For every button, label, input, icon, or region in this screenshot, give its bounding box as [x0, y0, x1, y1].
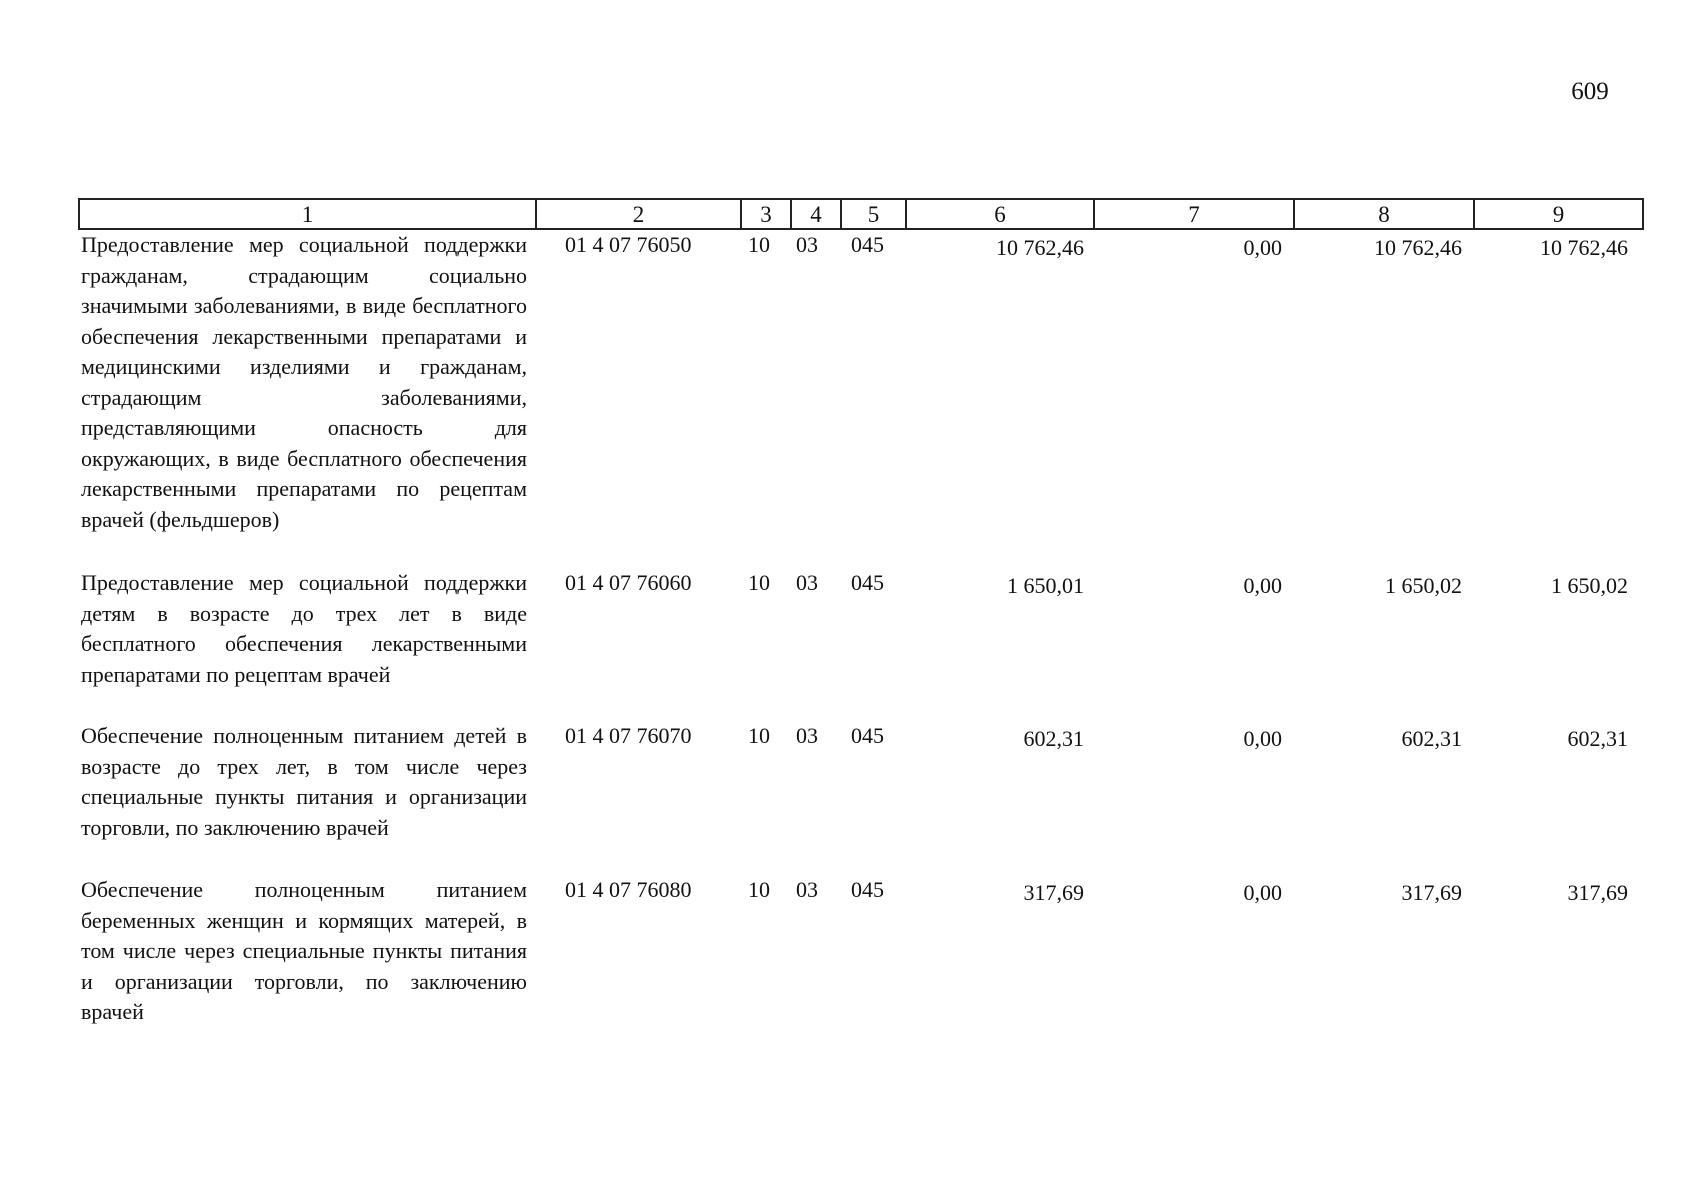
- header-col-2: 2: [535, 200, 740, 228]
- row-col9: 602,31: [1567, 726, 1628, 751]
- row-col8: 317,69: [1401, 880, 1462, 905]
- row-description: Обеспечение полноценным питанием детей в возрасте до трех лет, в том числе через специальные пункты питания и организации торговли, по заключению врачей: [81, 723, 527, 840]
- row-description: Предоставление мер социальной поддержки детям в возрасте до трех лет в виде бесплатного обеспечения лекарственными препаратами по рецептам врачей: [81, 570, 527, 687]
- row-code: 01 4 07 76060: [565, 570, 692, 595]
- row-col7: 0,00: [1243, 726, 1282, 751]
- row-col4: 03: [796, 723, 818, 748]
- row-col7: 0,00: [1243, 880, 1282, 905]
- row-col5: 045: [851, 232, 884, 257]
- header-col-8: 8: [1293, 200, 1473, 228]
- row-col4: 03: [796, 570, 818, 595]
- row-col7: 0,00: [1243, 573, 1282, 598]
- header-col-9: 9: [1473, 200, 1642, 228]
- page-number: 609: [1571, 78, 1609, 105]
- header-col-3: 3: [740, 200, 790, 228]
- row-col9: 317,69: [1567, 880, 1628, 905]
- row-col3: 10: [748, 570, 770, 595]
- row-code: 01 4 07 76050: [565, 232, 692, 257]
- row-col7: 0,00: [1243, 235, 1282, 260]
- row-col3: 10: [748, 877, 770, 902]
- row-col8: 10 762,46: [1374, 235, 1462, 260]
- row-code: 01 4 07 76070: [565, 723, 692, 748]
- row-col3: 10: [748, 723, 770, 748]
- row-description: Предоставление мер социальной поддержки гражданам, страдающим социально значимыми заболеваниями, в виде бесплатного обеспечения лекарственными препаратами и медицинскими изделиями и гражданам, страдающим заболеваниями, представляющими опасность для окружающих, в виде бесплатного обеспечения лекарственными препаратами по рецептам врачей (фельдшеров): [81, 232, 527, 532]
- row-col3: 10: [748, 232, 770, 257]
- row-col6: 602,31: [1023, 726, 1084, 751]
- row-col5: 045: [851, 877, 884, 902]
- header-col-7: 7: [1093, 200, 1293, 228]
- row-col5: 045: [851, 723, 884, 748]
- row-col4: 03: [796, 232, 818, 257]
- header-col-1: 1: [301, 202, 314, 227]
- row-col9: 1 650,02: [1551, 573, 1628, 598]
- row-description: Обеспечение полноценным питанием беременных женщин и кормящих матерей, в том числе через специальные пункты питания и организации торговли, по заключению врачей: [81, 877, 527, 1024]
- row-col6: 1 650,01: [1007, 573, 1084, 598]
- row-col6: 317,69: [1023, 880, 1084, 905]
- row-code: 01 4 07 76080: [565, 877, 692, 902]
- table-header: [78, 198, 1644, 230]
- header-col-6: 6: [905, 200, 1093, 228]
- row-col5: 045: [851, 570, 884, 595]
- header-col-4: 4: [790, 200, 840, 228]
- row-col9: 10 762,46: [1540, 235, 1628, 260]
- row-col8: 602,31: [1401, 726, 1462, 751]
- row-col4: 03: [796, 877, 818, 902]
- row-col8: 1 650,02: [1385, 573, 1462, 598]
- header-col-5: 5: [840, 200, 905, 228]
- row-col6: 10 762,46: [996, 235, 1084, 260]
